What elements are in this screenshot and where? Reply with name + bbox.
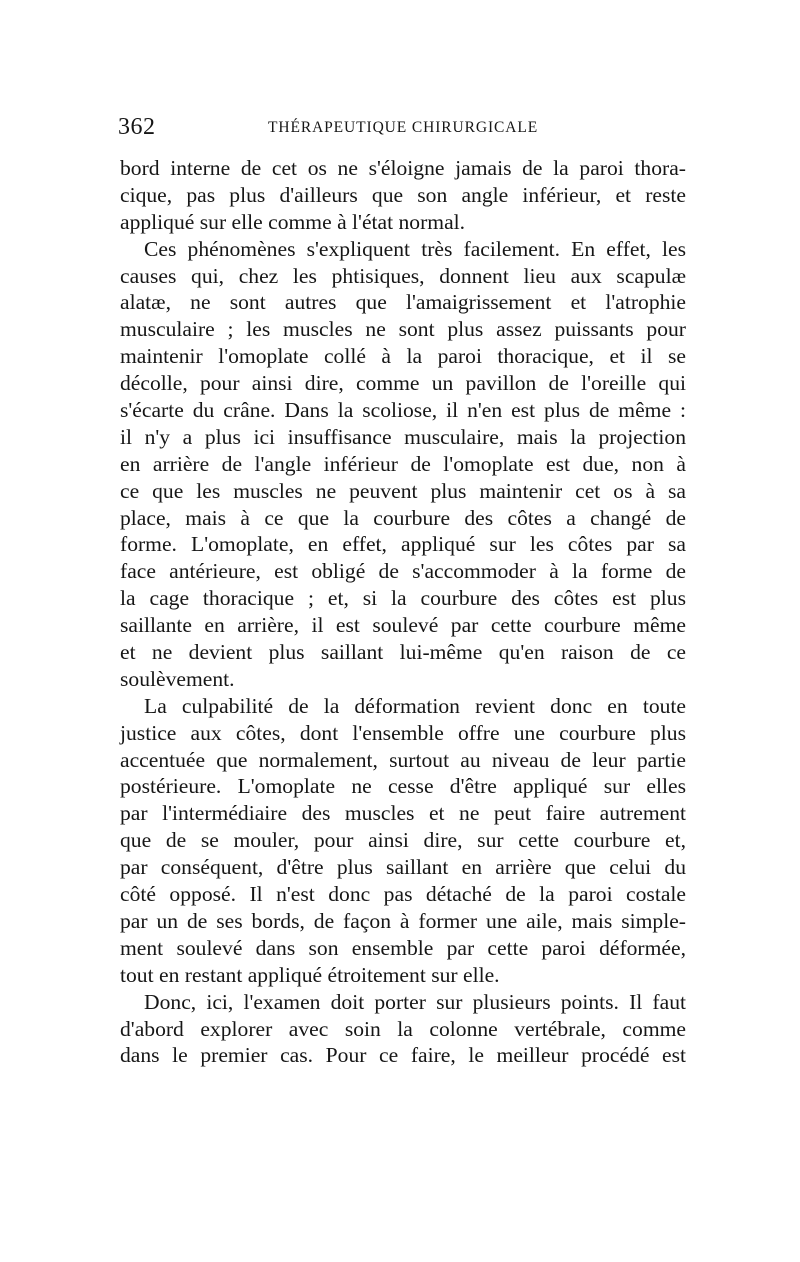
text-line: bord interne de cet os ne s'éloigne jamais de la paroi thora-: [120, 156, 686, 180]
paragraph: [120, 155, 686, 236]
text-line: côté opposé. Il n'est donc pas détaché de la paroi costale: [120, 882, 686, 907]
running-head: [118, 112, 690, 142]
text-line: la cage thoracique ; et, si la courbure des côtes est plus: [120, 586, 686, 611]
body-text: [120, 155, 686, 1069]
text-line: alatæ, ne sont autres que l'amaigrissement et l'atrophie: [120, 290, 686, 315]
page-number: 362: [118, 114, 156, 140]
text-line: La culpabilité de la déformation revient donc en toute: [144, 693, 686, 718]
text-line: il n'y a plus ici insuffisance musculaire, mais la projection: [120, 424, 686, 449]
text-line: appliqué sur elle comme à l'état normal.: [120, 209, 466, 234]
text-line: par l'intermédiaire des muscles et ne peut faire autrement: [120, 801, 686, 826]
text-line: par un de ses bords, de façon à former une aile, mais simple-: [120, 908, 686, 933]
text-line: face antérieure, est obligé de s'accommoder à la forme de: [120, 559, 686, 584]
text-line: et ne devient plus saillant lui-même qu'en raison de ce: [120, 640, 686, 665]
text-line: tout en restant appliqué étroitement sur elle.: [120, 962, 500, 987]
text-line: par conséquent, d'être plus saillant en arrière que celui du: [120, 855, 686, 880]
text-line: ce que les muscles ne peuvent plus maintenir cet os à sa: [120, 478, 686, 503]
paragraph: [120, 236, 686, 693]
paragraph: [120, 693, 686, 989]
text-line: ment soulevé dans son ensemble par cette paroi déformée,: [120, 935, 686, 960]
text-line: que de se mouler, pour ainsi dire, sur cette courbure et,: [120, 828, 686, 853]
text-line: postérieure. L'omoplate ne cesse d'être appliqué sur elles: [120, 774, 686, 799]
text-line: place, mais à ce que la courbure des côtes a changé de: [120, 505, 686, 530]
paragraph: [120, 989, 686, 1070]
text-line: Ces phénomènes s'expliquent très facilement. En effet, les: [144, 236, 686, 261]
text-line: en arrière de l'angle inférieur de l'omoplate est due, non à: [120, 451, 686, 476]
running-title: THÉRAPEUTIQUE CHIRURGICALE: [268, 119, 539, 136]
text-line: Donc, ici, l'examen doit porter sur plusieurs points. Il faut: [144, 989, 686, 1014]
text-line: d'abord explorer avec soin la colonne vertébrale, comme: [120, 1016, 686, 1041]
text-line: dans le premier cas. Pour ce faire, le meilleur procédé est: [120, 1043, 686, 1068]
text-line: accentuée que normalement, surtout au niveau de leur partie: [120, 747, 686, 772]
text-line: saillante en arrière, il est soulevé par cette courbure même: [120, 613, 686, 638]
text-line: musculaire ; les muscles ne sont plus assez puissants pour: [120, 317, 686, 342]
text-line: causes qui, chez les phtisiques, donnent lieu aux scapulæ: [120, 263, 686, 288]
text-line: soulèvement.: [120, 666, 235, 691]
text-line: décolle, pour ainsi dire, comme un pavillon de l'oreille qui: [120, 371, 686, 396]
text-line: s'écarte du crâne. Dans la scoliose, il n'en est plus de même :: [120, 398, 686, 423]
text-line: justice aux côtes, dont l'ensemble offre une courbure plus: [120, 720, 686, 745]
text-line: cique, pas plus d'ailleurs que son angle inférieur, et reste: [120, 182, 686, 207]
text-line: forme. L'omoplate, en effet, appliqué sur les côtes par sa: [120, 532, 686, 557]
text-line: maintenir l'omoplate collé à la paroi thoracique, et il se: [120, 344, 686, 369]
